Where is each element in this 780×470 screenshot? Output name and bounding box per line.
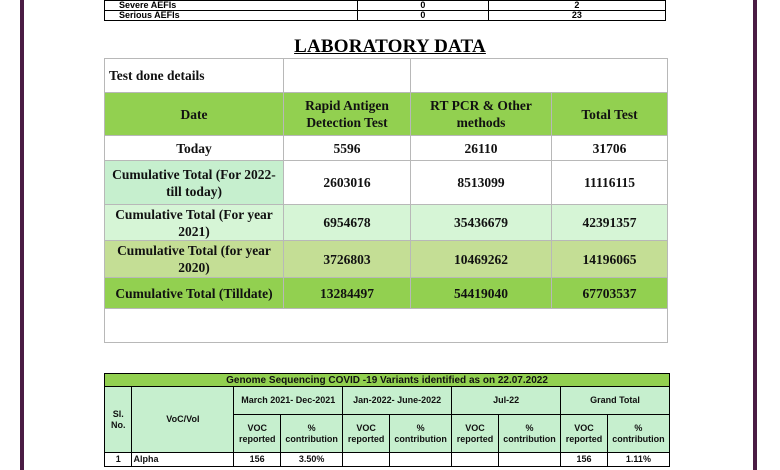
aefi-value: 0 [358, 1, 489, 11]
aefi-value: 2 [488, 1, 665, 11]
column-header: Total Test [552, 93, 668, 136]
variant-name: Alpha [132, 453, 234, 467]
cell-value: 10469262 [411, 241, 552, 278]
subheader-pct: % contribution [390, 415, 452, 453]
aefi-row [105, 1, 666, 11]
cell-value: 8513099 [411, 161, 552, 205]
subheader-voc: VOC reported [561, 415, 608, 453]
cell-value: 2603016 [284, 161, 411, 205]
column-header: Date [105, 93, 284, 136]
cell-value [452, 453, 499, 467]
column-header: RT PCR & Other methods [411, 93, 552, 136]
cell-value: 5596 [284, 136, 411, 161]
genome-title: Genome Sequencing COVID -19 Variants identified as on 22.07.2022 [105, 374, 670, 387]
frame-left-border [20, 0, 24, 470]
row-label: Cumulative Total (For year 2021) [105, 205, 284, 241]
period-header: Jan-2022- June-2022 [343, 387, 452, 415]
cell-value [498, 453, 560, 467]
cell-value: 35436679 [411, 205, 552, 241]
aefi-label: Severe AEFIs [105, 1, 358, 11]
table-row [105, 278, 668, 309]
table-row [105, 161, 668, 205]
column-header: Sl. No. [105, 387, 132, 453]
subheader-voc: VOC reported [234, 415, 281, 453]
cell-value: 67703537 [552, 278, 668, 309]
period-header: March 2021- Dec-2021 [234, 387, 343, 415]
cell-value: 1 [105, 453, 132, 467]
period-header: Grand Total [561, 387, 670, 415]
table-row [105, 453, 670, 467]
table-row [105, 241, 668, 278]
empty-cell [284, 59, 411, 93]
subheader-pct: % contribution [281, 415, 343, 453]
genome-sequencing-table [104, 373, 670, 467]
cell-value: 11116115 [552, 161, 668, 205]
period-header: Jul-22 [452, 387, 561, 415]
table-header-row [105, 387, 670, 415]
aefi-value: 0 [358, 11, 489, 21]
aefi-label: Serious AEFIs [105, 11, 358, 21]
cell-value: 156 [561, 453, 608, 467]
cell-value: 26110 [411, 136, 552, 161]
laboratory-table [104, 58, 668, 343]
row-label: Cumulative Total (for year 2020) [105, 241, 284, 278]
table-row [105, 205, 668, 241]
row-label: Cumulative Total (For 2022- till today) [105, 161, 284, 205]
empty-cell [411, 59, 668, 93]
cell-value: 14196065 [552, 241, 668, 278]
cell-value: 3726803 [284, 241, 411, 278]
column-header: VoC/VoI [132, 387, 234, 453]
table-header-row [105, 93, 668, 136]
cell-value [390, 453, 452, 467]
cell-value: 1.11% [607, 453, 669, 467]
cell-value: 156 [234, 453, 281, 467]
cell-value: 31706 [552, 136, 668, 161]
subheader-voc: VOC reported [452, 415, 499, 453]
cell-value: 6954678 [284, 205, 411, 241]
table-row [105, 59, 668, 93]
row-label: Today [105, 136, 284, 161]
aefi-value: 23 [488, 11, 665, 21]
column-header: Rapid Antigen Detection Test [284, 93, 411, 136]
subheader-pct: % contribution [607, 415, 669, 453]
cell-value: 13284497 [284, 278, 411, 309]
table-row [105, 309, 668, 343]
cell-value [343, 453, 390, 467]
table-row [105, 136, 668, 161]
cell-value: 42391357 [552, 205, 668, 241]
subheader-pct: % contribution [498, 415, 560, 453]
aefi-table [104, 0, 666, 21]
empty-row [105, 309, 668, 343]
cell-value: 54419040 [411, 278, 552, 309]
row-label: Cumulative Total (Tilldate) [105, 278, 284, 309]
aefi-row [105, 11, 666, 21]
frame-right-border [753, 0, 757, 470]
cell-value: 3.50% [281, 453, 343, 467]
page-title: LABORATORY DATA [294, 36, 486, 57]
subheader-voc: VOC reported [343, 415, 390, 453]
table-title-row [105, 374, 670, 387]
test-done-label: Test done details [105, 59, 284, 93]
